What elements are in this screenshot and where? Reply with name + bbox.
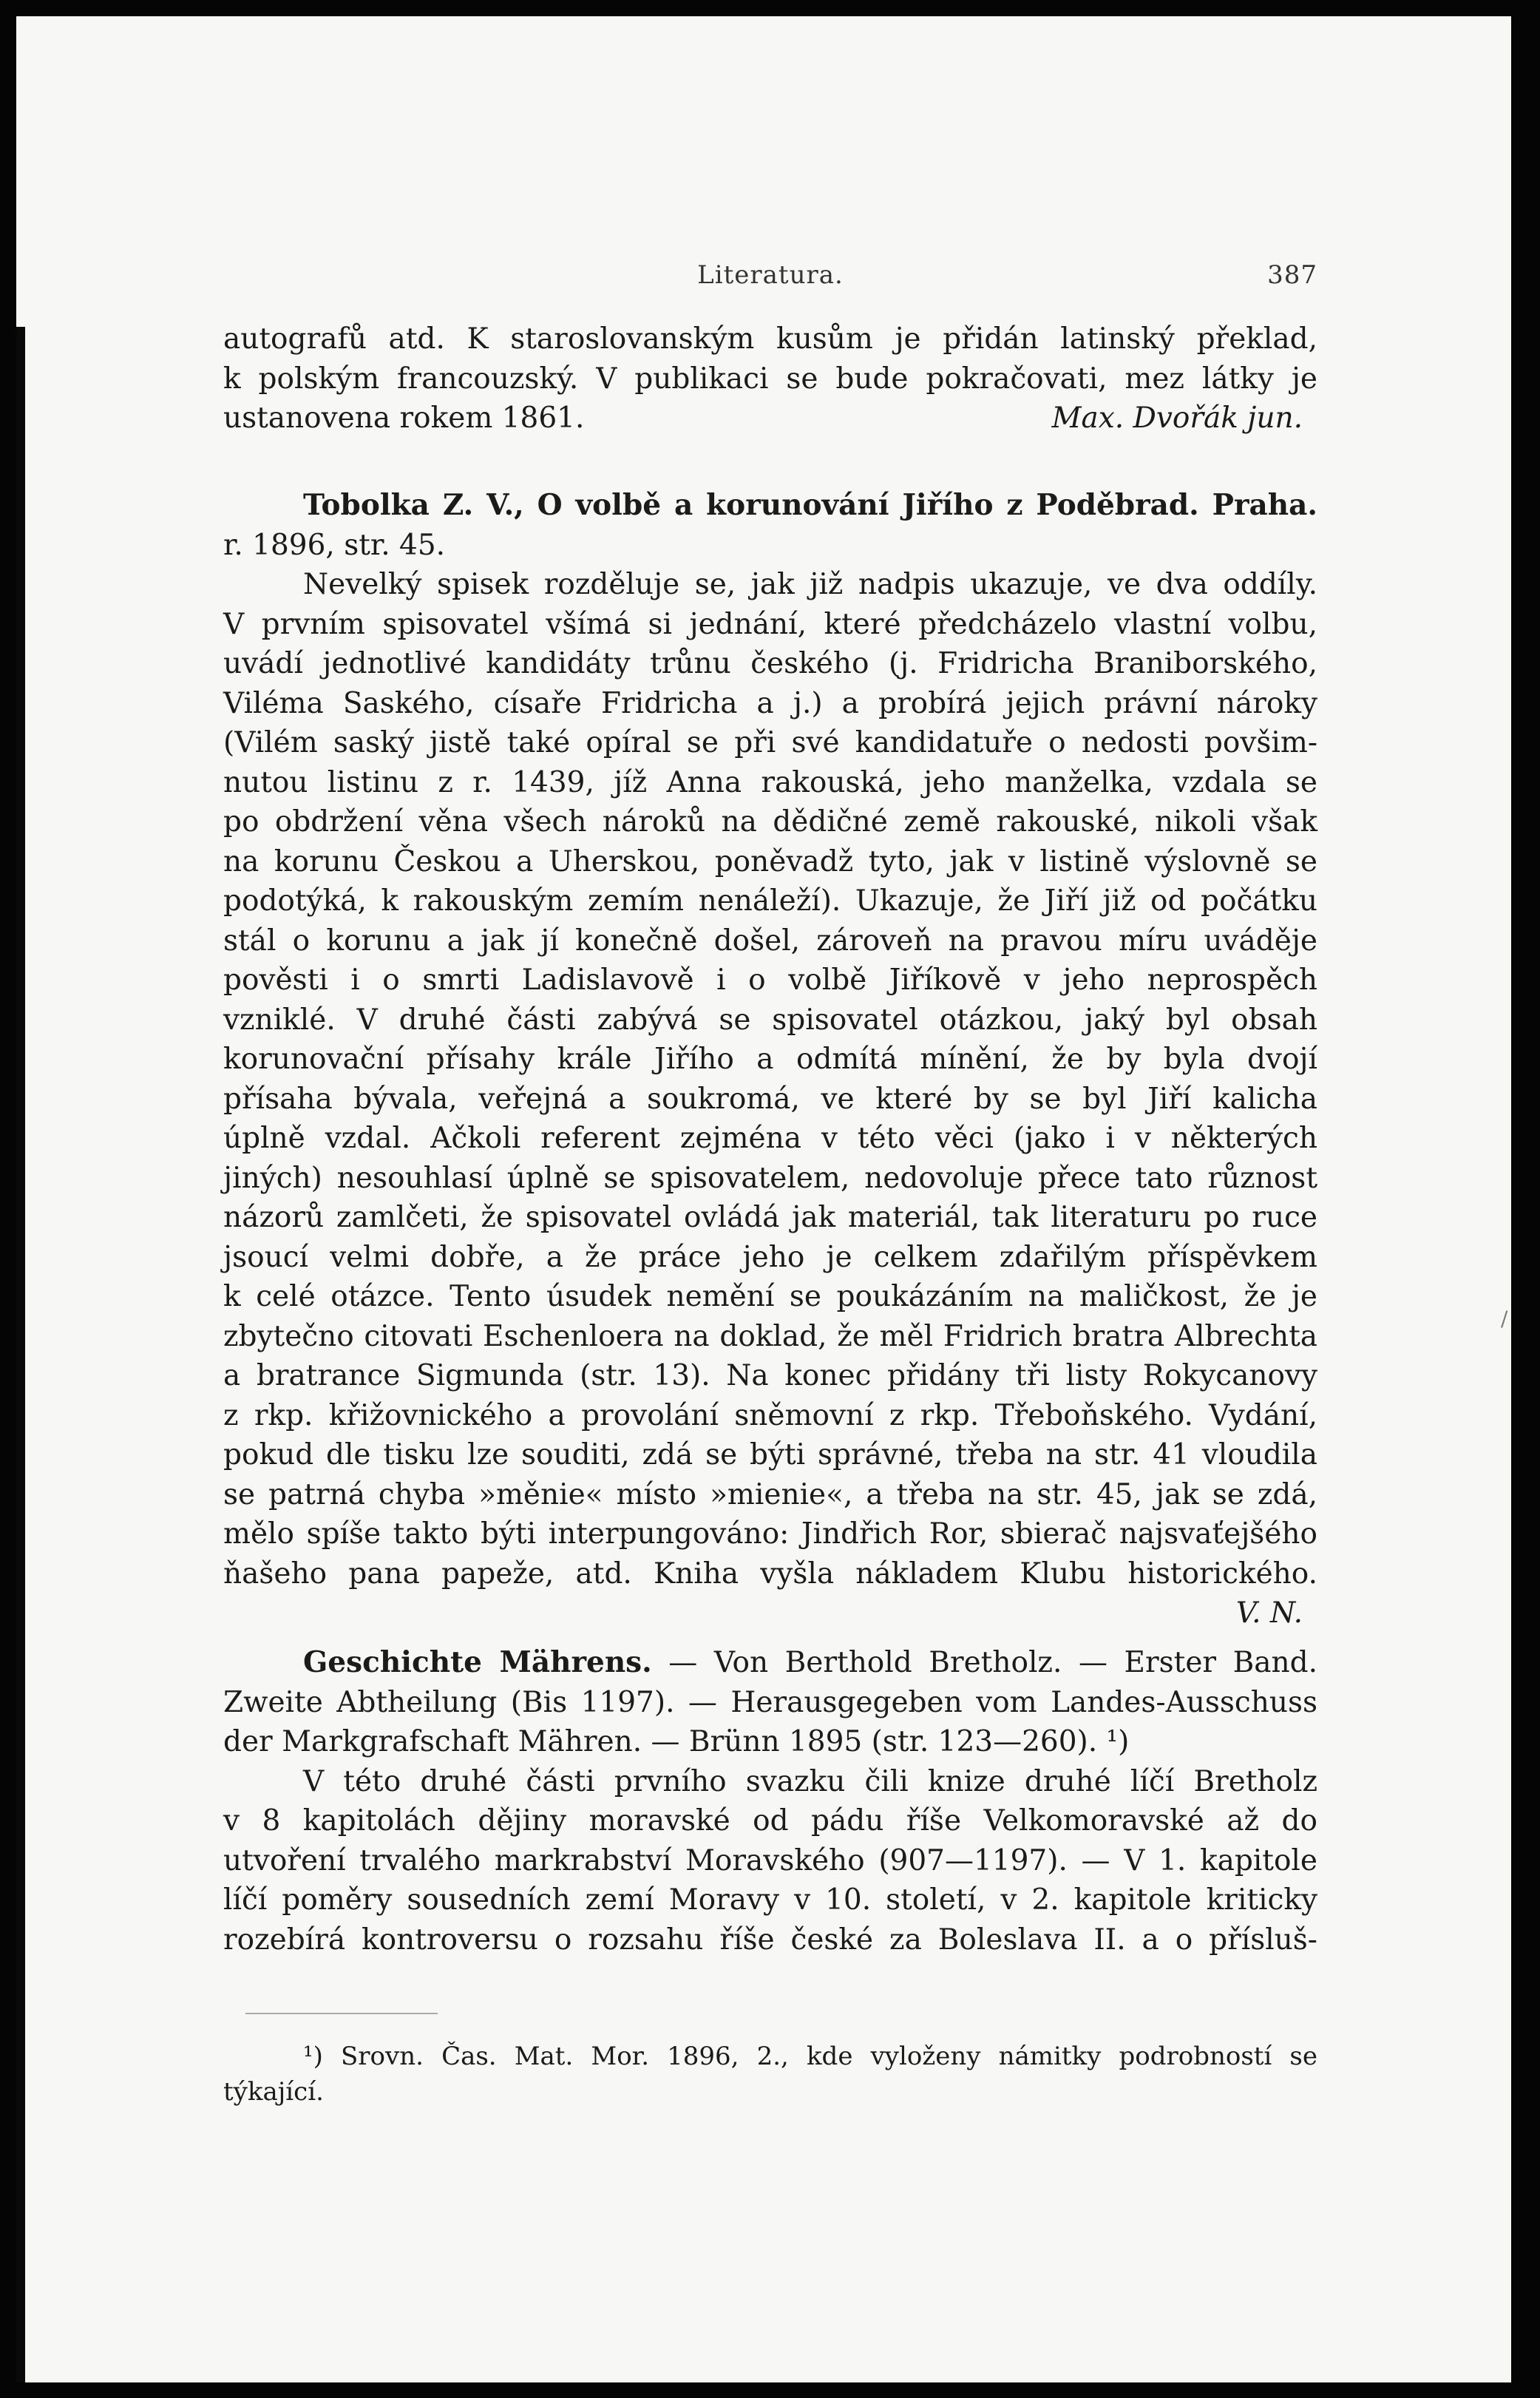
text-line: pověsti i o smrti Ladislavově i o volbě Jiříkově v jeho neprospěch (223, 963, 1317, 997)
previous-review-end (223, 319, 1317, 438)
review-heading-rest: — Von Berthold Bretholz. — Erster Band. (651, 1646, 1318, 1679)
text-line: k polským francouzský. V publikaci se bude pokračovati, mez látky je (223, 362, 1317, 396)
text-line: V prvním spisovatel všímá si jednání, které předcházelo vlastní volbu, (223, 607, 1317, 641)
text-line: V této druhé části prvního svazku čili knize druhé líčí Bretholz (303, 1764, 1317, 1798)
text-line: korunovační přísahy krále Jiřího a odmítá mínění, že by byla dvojí (223, 1043, 1317, 1076)
text-line: názorů zamlčeti, že spisovatel ovládá jak materiál, tak literaturu po ruce (223, 1201, 1317, 1234)
review-heading-line2: r. 1896, str. 45. (223, 528, 446, 562)
text-line: v 8 kapitolách dějiny moravské od pádu říše Velkomoravské až do (223, 1804, 1317, 1838)
text-line: pokud dle tisku lze souditi, zdá se býti správné, třeba na str. 41 vloudila (223, 1438, 1317, 1471)
book-page (16, 16, 1511, 2382)
text-line: Nevelký spisek rozděluje se, jak již nadpis ukazuje, ve dva oddíly. (303, 568, 1317, 601)
text-line: a bratrance Sigmunda (str. 13). Na konec přidány tři listy Rokycanovy (223, 1359, 1317, 1392)
header-title: Literatura. (697, 260, 844, 290)
review-bretholz (223, 1643, 1317, 1960)
text-line: přísaha bývala, veřejná a soukromá, ve které by se byl Jiří kalicha (223, 1082, 1317, 1116)
text-line: úplně vzdal. Ačkoli referent zejména v této věci (jako i v některých (223, 1122, 1317, 1155)
text-line: stál o korunu a jak jí konečně došel, zároveň na pravou míru uváděje (223, 924, 1317, 958)
text-line: k celé otázce. Tento úsudek nemění se poukázáním na maličkost, že je (223, 1280, 1317, 1313)
text-line: líčí poměry sousedních zemí Moravy v 10. století, v 2. kapitole kriticky (223, 1883, 1317, 1917)
reviewer-signature: Max. Dvořák jun. (1051, 402, 1303, 435)
footnote-line: ¹) Srovn. Čas. Mat. Mor. 1896, 2., kde vyloženy námitky podrobností se (303, 2042, 1317, 2071)
text-line: utvoření trvalého markrabství Moravského (907—1197). — V 1. kapitole (223, 1843, 1317, 1877)
margin-mark: / (1501, 1307, 1508, 1331)
text-line: (Vilém saský jistě také opíral se při své kandidatuře o nedosti povšim- (223, 726, 1317, 759)
review-heading (223, 1643, 1317, 1683)
review-heading-title: Geschichte Mährens. (303, 1645, 652, 1679)
page-number: 387 (1267, 260, 1317, 290)
text-line: jiných) nesouhlasí úplně se spisovatelem, nedovoluje přece tato různost (223, 1161, 1317, 1195)
text-line: jsoucí velmi dobře, a že práce jeho je celkem zdařilým příspěvkem (223, 1240, 1317, 1274)
text-line: z rkp. křižovnického a provolání sněmovní z rkp. Třeboňského. Vydání, (223, 1398, 1317, 1432)
review-heading: Tobolka Z. V., O volbě a korunování Jiřího z Poděbrad. Praha. (303, 488, 1317, 522)
text-line: uvádí jednotlivé kandidáty trůnu českého (j. Fridricha Braniborského, (223, 647, 1317, 680)
text-line: na korunu Českou a Uherskou, poněvadž tyto, jak v listině výslovně se (223, 844, 1317, 878)
text-line: rozebírá kontroversu o rozsahu říše české za Boleslava II. a o přísluš- (223, 1923, 1317, 1957)
scan-edge-shadow (16, 327, 25, 2382)
review-heading-line2: Zweite Abtheilung (Bis 1197). — Herausgegeben vom Landes-Ausschuss (223, 1685, 1317, 1719)
text-line: zbytečno citovati Eschenloera na doklad, že měl Fridrich bratra Albrechta (223, 1319, 1317, 1353)
text-line: nutou listinu z r. 1439, jíž Anna rakouská, jeho manželka, vzdala se (223, 765, 1317, 799)
text-line: po obdržení věna všech nároků na dědičné země rakouské, nikoli však (223, 805, 1317, 839)
footnote-line: týkající. (223, 2077, 324, 2107)
footnote (223, 2039, 1317, 2110)
text-line (223, 399, 1317, 438)
review-heading-line3: der Markgrafschaft Mähren. — Brünn 1895 (str. 123—260). ¹) (223, 1725, 1130, 1758)
text-line: se patrná chyba »měnie« místo »mienie«, a třeba na str. 45, jak se zdá, (223, 1477, 1317, 1511)
text-line: vzniklé. V druhé části zabývá se spisovatel otázkou, jaký byl obsah (223, 1003, 1317, 1037)
text-line: Viléma Saského, císaře Fridricha a j.) a probírá jejich právní nároky (223, 686, 1317, 720)
text-line: podotýká, k rakouským zemím nenáleží). Ukazuje, že Jiří již od počátku (223, 884, 1317, 918)
reviewer-signature: V. N. (1235, 1596, 1303, 1630)
text-line: ňašeho pana papeže, atd. Kniha vyšla nákladem Klubu historického. (223, 1557, 1317, 1591)
text-line-content: ustanovena rokem 1861. (223, 402, 585, 435)
review-tobolka (223, 486, 1317, 1633)
text-line: autografů atd. K staroslovanským kusům je přidán latinský překlad, (223, 322, 1317, 356)
text-line: mělo spíše takto býti interpungováno: Jindřich Ror, sbierač najsvaťejšého (223, 1517, 1317, 1551)
footnote-divider (245, 2013, 438, 2014)
